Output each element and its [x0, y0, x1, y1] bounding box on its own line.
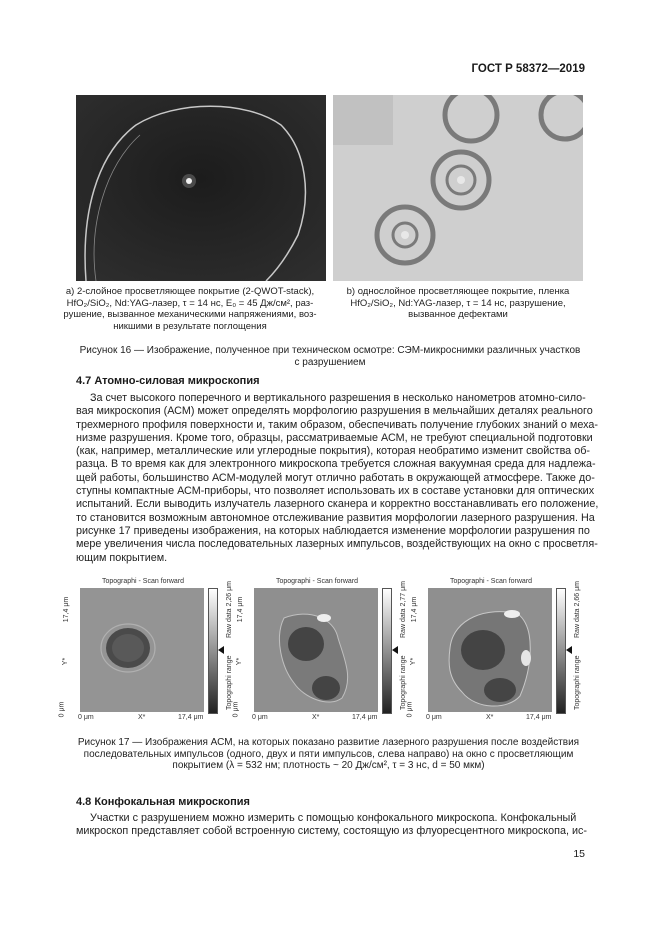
sem-image-b [333, 95, 583, 281]
caption-a-line: a) 2-слойное просветляющее покрытие (2-QWOT-stack), [65, 286, 315, 297]
x-axis-label: X* [138, 714, 146, 721]
figure17-caption-line: Рисунок 17 — Изображения АСМ, на которых показано развитие лазерного разрушения после воздействия [77, 737, 580, 748]
body-line: ступны компактные АСМ-приборы, что позволяет использовать их в составе установки для оптических [76, 485, 595, 498]
body-line: рисунке 17 приведены изображения, на которых наблюдается изменение морфологии разрушения по [76, 524, 590, 537]
caption-b-line: HfO₂/SiO₂, Nd:YAG-лазер, τ = 14 нс, разрушение, [350, 297, 566, 309]
raw-data-label: Raw data 2,77 μm [400, 581, 407, 638]
x-max-label: 17,4 μm [526, 714, 552, 721]
afm-panel-3 [406, 578, 591, 723]
range-label: Topographi range [400, 655, 407, 710]
figure16-caption-b [330, 286, 586, 321]
range-label: Topographi range [226, 655, 233, 710]
colorbar [208, 588, 218, 714]
figure17-caption-line: последовательных импульсов (одного, двух и пяти импульсов, слева направо) на окно с просветляющим [83, 748, 574, 760]
y-zero-label: 0 μm [58, 701, 66, 718]
figure16-caption-a [56, 286, 324, 332]
figure17-caption [56, 737, 601, 772]
afm-panel-title: Topographi - Scan forward [101, 578, 185, 585]
y-axis-label: Y* [62, 657, 70, 666]
y-zero-label: 0 μm [232, 701, 240, 718]
y-axis-label: Y* [410, 657, 418, 666]
body-line: низме разрушения. Кроме того, образцы, рассматриваемые АСМ, не требуют специальной подготовки [76, 431, 593, 444]
afm-panel-title: Topographi - Scan forward [449, 578, 533, 585]
standard-code: ГОСТ Р 58372—2019 [471, 63, 585, 75]
afm-image [254, 588, 378, 712]
y-axis-label: Y* [236, 657, 244, 666]
body-line: то становится возможным автономное отслеживание развития морфологии лазерного разрушения. На [76, 511, 595, 524]
section-4-8-body [76, 812, 587, 839]
range-label: Topographi range [574, 655, 581, 710]
body-line: Участки с разрушением можно измерить с помощью конфокального микроскопа. Конфокальный [90, 812, 577, 824]
y-top-label: 17,4 μm [63, 596, 71, 623]
figure16-title [60, 345, 600, 368]
body-line: микроскоп представляет собой встроенную систему, состоящую из флуоресцентного микроскопа, ис- [76, 825, 587, 838]
section-4-8-heading: 4.8 Конфокальная микроскопия [76, 796, 250, 808]
range-marker-icon [392, 646, 398, 654]
body-line: За счет высокого поперечного и вертикального разрешения в несколько нанометров атомно-сило- [90, 392, 586, 404]
range-marker-icon [218, 646, 224, 654]
x-max-label: 17,4 μm [178, 714, 204, 721]
x-axis-label: X* [486, 714, 494, 721]
afm-image [428, 588, 552, 712]
y-top-label: 17,4 μm [237, 596, 245, 623]
afm-panel-title: Topographi - Scan forward [275, 578, 359, 585]
raw-data-label: Raw data 2,26 μm [226, 581, 233, 638]
body-line: испытаний. Если выводить излучатель лазерного сканера и корректно восстанавливать его положение, [76, 498, 599, 511]
x-axis-label: X* [312, 714, 320, 721]
figure16-title-line: Рисунок 16 — Изображение, полученное при техническом осмотре: СЭМ-микроснимки различных участков [79, 345, 581, 356]
body-line: трехмерного профиля поверхности и, таким образом, обеспечивать получение глубоких знаний о меха- [76, 418, 598, 431]
x-max-label: 17,4 μm [352, 714, 378, 721]
caption-a-line: никшими в результате поглощения [113, 320, 267, 332]
afm-image [80, 588, 204, 712]
x-zero-label: 0 μm [78, 714, 94, 721]
figure16-title-line: с разрушением [294, 356, 366, 368]
page-number: 15 [573, 848, 585, 860]
y-top-label: 17,4 μm [411, 596, 419, 623]
caption-b-line: b) однослойное просветляющее покрытие, пленка [346, 286, 570, 297]
afm-panel-2 [232, 578, 417, 723]
body-line: (как, например, металлические или углеродные покрытия), которая необратимо изменит свойства об- [76, 445, 590, 458]
body-line: щей работы, большинство АСМ-модулей могут отлично работать в окружающей атмосфере. Также до- [76, 471, 595, 484]
section-4-7-heading: 4.7 Атомно-силовая микроскопия [76, 375, 260, 387]
body-line: вая микроскопия (АСМ) может определять морфологию разрушения в мельчайших деталях реального [76, 405, 593, 418]
caption-a-line: HfO₂/SiO₂, Nd:YAG-лазер, τ = 14 нс, E₀ = 45 Дж/см², раз- [66, 297, 314, 309]
body-line: мере увеличения числа последовательных лазерных импульсов, воздействующих на окно с просветля- [76, 538, 598, 551]
section-4-7-body [76, 392, 599, 565]
x-zero-label: 0 μm [426, 714, 442, 721]
x-zero-label: 0 μm [252, 714, 268, 721]
range-marker-icon [566, 646, 572, 654]
body-line: разца. В то время как для электронного микроскопа требуется сложная вакуумная среда для надлежа- [76, 458, 596, 471]
colorbar [382, 588, 392, 714]
y-zero-label: 0 μm [406, 701, 414, 718]
afm-panel-1 [58, 578, 243, 723]
colorbar [556, 588, 566, 714]
figure17-caption-line: покрытием (λ = 532 нм; плотность ~ 20 Дж/см², τ = 3 нс, d = 50 мкм) [172, 760, 485, 771]
caption-b-line: вызванное дефектами [408, 309, 508, 320]
sem-image-a [76, 95, 326, 281]
body-line: ющим покрытием. [76, 551, 168, 564]
raw-data-label: Raw data 2,66 μm [574, 581, 581, 638]
caption-a-line: рушение, вызванное механическими напряжениями, воз- [63, 309, 317, 320]
